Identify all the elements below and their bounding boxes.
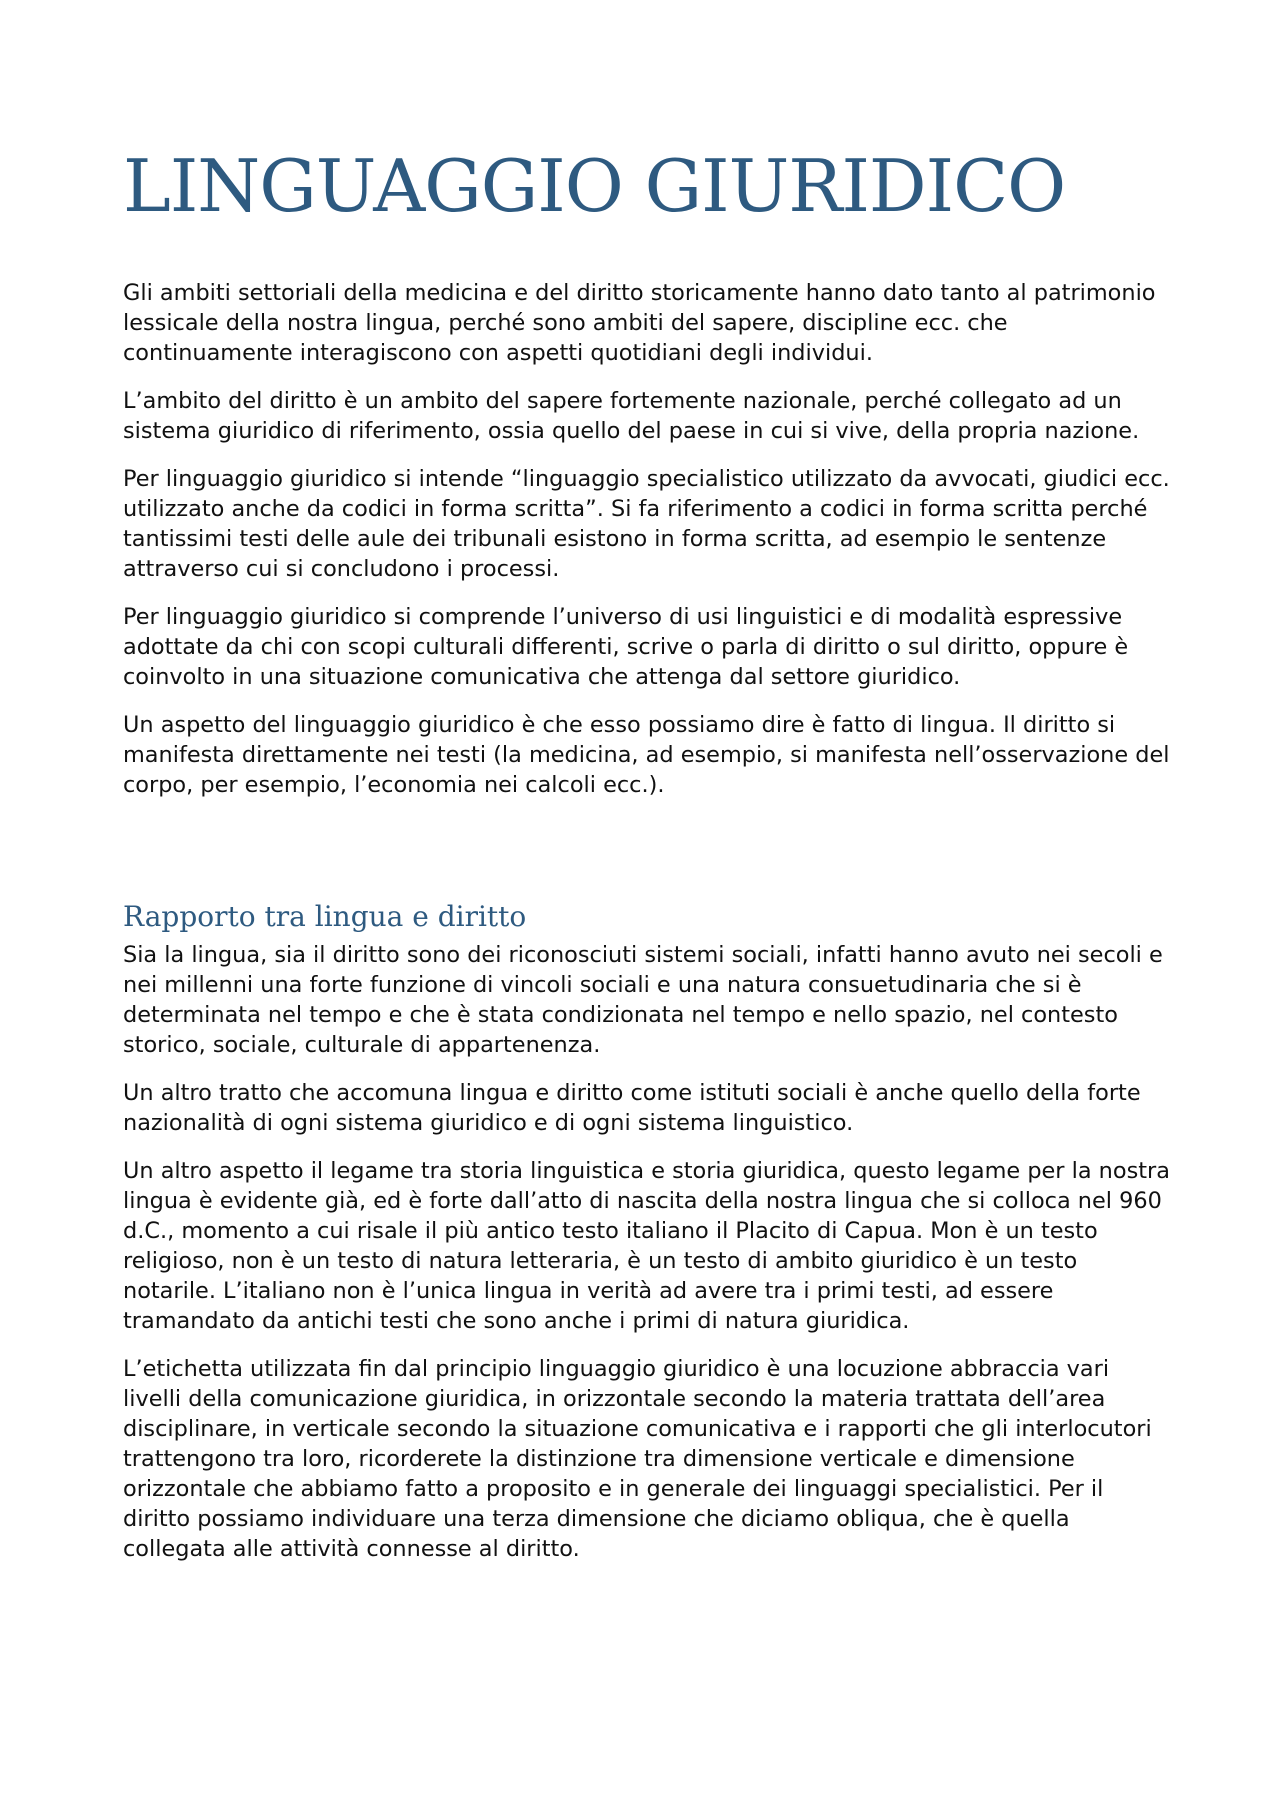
paragraph: Sia la lingua, sia il diritto sono dei riconosciuti sistemi sociali, infatti hanno avuto nei secoli e nei millenni una forte funzione di vincoli sociali e una natura consuetudinaria che si è determinata nel tempo e che è stata condizionata nel tempo e nello spazio, nel contesto storico, sociale, culturale di appartenenza. [123, 942, 1163, 1058]
rapporto-section [123, 940, 1173, 1582]
paragraph: Gli ambiti settoriali della medicina e del diritto storicamente hanno dato tanto al patrimonio lessicale della nostra lingua, perché sono ambiti del sapere, discipline ecc. che continuamente interagiscono con aspetti quotidiani degli individui. [123, 280, 1156, 366]
intro-section [123, 278, 1173, 818]
document-title: LINGUAGGIO GIURIDICO [123, 144, 1066, 228]
paragraph: L’etichetta utilizzata fin dal principio linguaggio giuridico è una locuzione abbraccia vari livelli della comunicazione giuridica, in orizzontale secondo la materia trattata dell’area disciplinare, in verticale secondo la situazione comunicativa e i rapporti che gli interlocutori trattengono tra loro, ricorderete la distinzione tra dimensione verticale e dimensione orizzontale che abbiamo fatto a proposito e in generale dei linguaggi specialistici. Per il diritto possiamo individuare una terza dimensione che diciamo obliqua, che è quella collegata alle attività connesse al diritto. [123, 1356, 1152, 1562]
paragraph: Per linguaggio giuridico si intende “linguaggio specialistico utilizzato da avvocati, giudici ecc. utilizzato anche da codici in forma scritta”. Si fa riferimento a codici in forma scritta perché tantissimi testi delle aule dei tribunali esistono in forma scritta, ad esempio le sentenze attraverso cui si concludono i processi. [123, 466, 1170, 582]
paragraph: L’ambito del diritto è un ambito del sapere fortemente nazionale, perché collegato ad un sistema giuridico di riferimento, ossia quello del paese in cui si vive, della propria nazione. [123, 388, 1140, 444]
paragraph: Per linguaggio giuridico si comprende l’universo di usi linguistici e di modalità espressive adottate da chi con scopi culturali differenti, scrive o parla di diritto o sul diritto, oppure è coinvolto in una situazione comunicativa che attenga dal settore giuridico. [123, 604, 1129, 690]
paragraph: Un altro tratto che accomuna lingua e diritto come istituti sociali è anche quello della forte nazionalità di ogni sistema giuridico e di ogni sistema linguistico. [123, 1080, 1141, 1136]
section-heading: Rapporto tra lingua e diritto [123, 900, 527, 933]
paragraph: Un altro aspetto il legame tra storia linguistica e storia giuridica, questo legame per la nostra lingua è evidente già, ed è forte dall’atto di nascita della nostra lingua che si colloca nel 960 d.C., momento a cui risale il più antico testo italiano il Placito di Capua. Mon è un testo religioso, non è un testo di natura letteraria, è un testo di ambito giuridico è un testo notarile. L’italiano non è l’unica lingua in verità ad avere tra i primi testi, ad essere tramandato da antichi testi che sono anche i primi di natura giuridica. [123, 1158, 1170, 1334]
paragraph: Un aspetto del linguaggio giuridico è che esso possiamo dire è fatto di lingua. Il diritto si manifesta direttamente nei testi (la medicina, ad esempio, si manifesta nell’osservazione del corpo, per esempio, l’economia nei calcoli ecc.). [123, 712, 1170, 798]
